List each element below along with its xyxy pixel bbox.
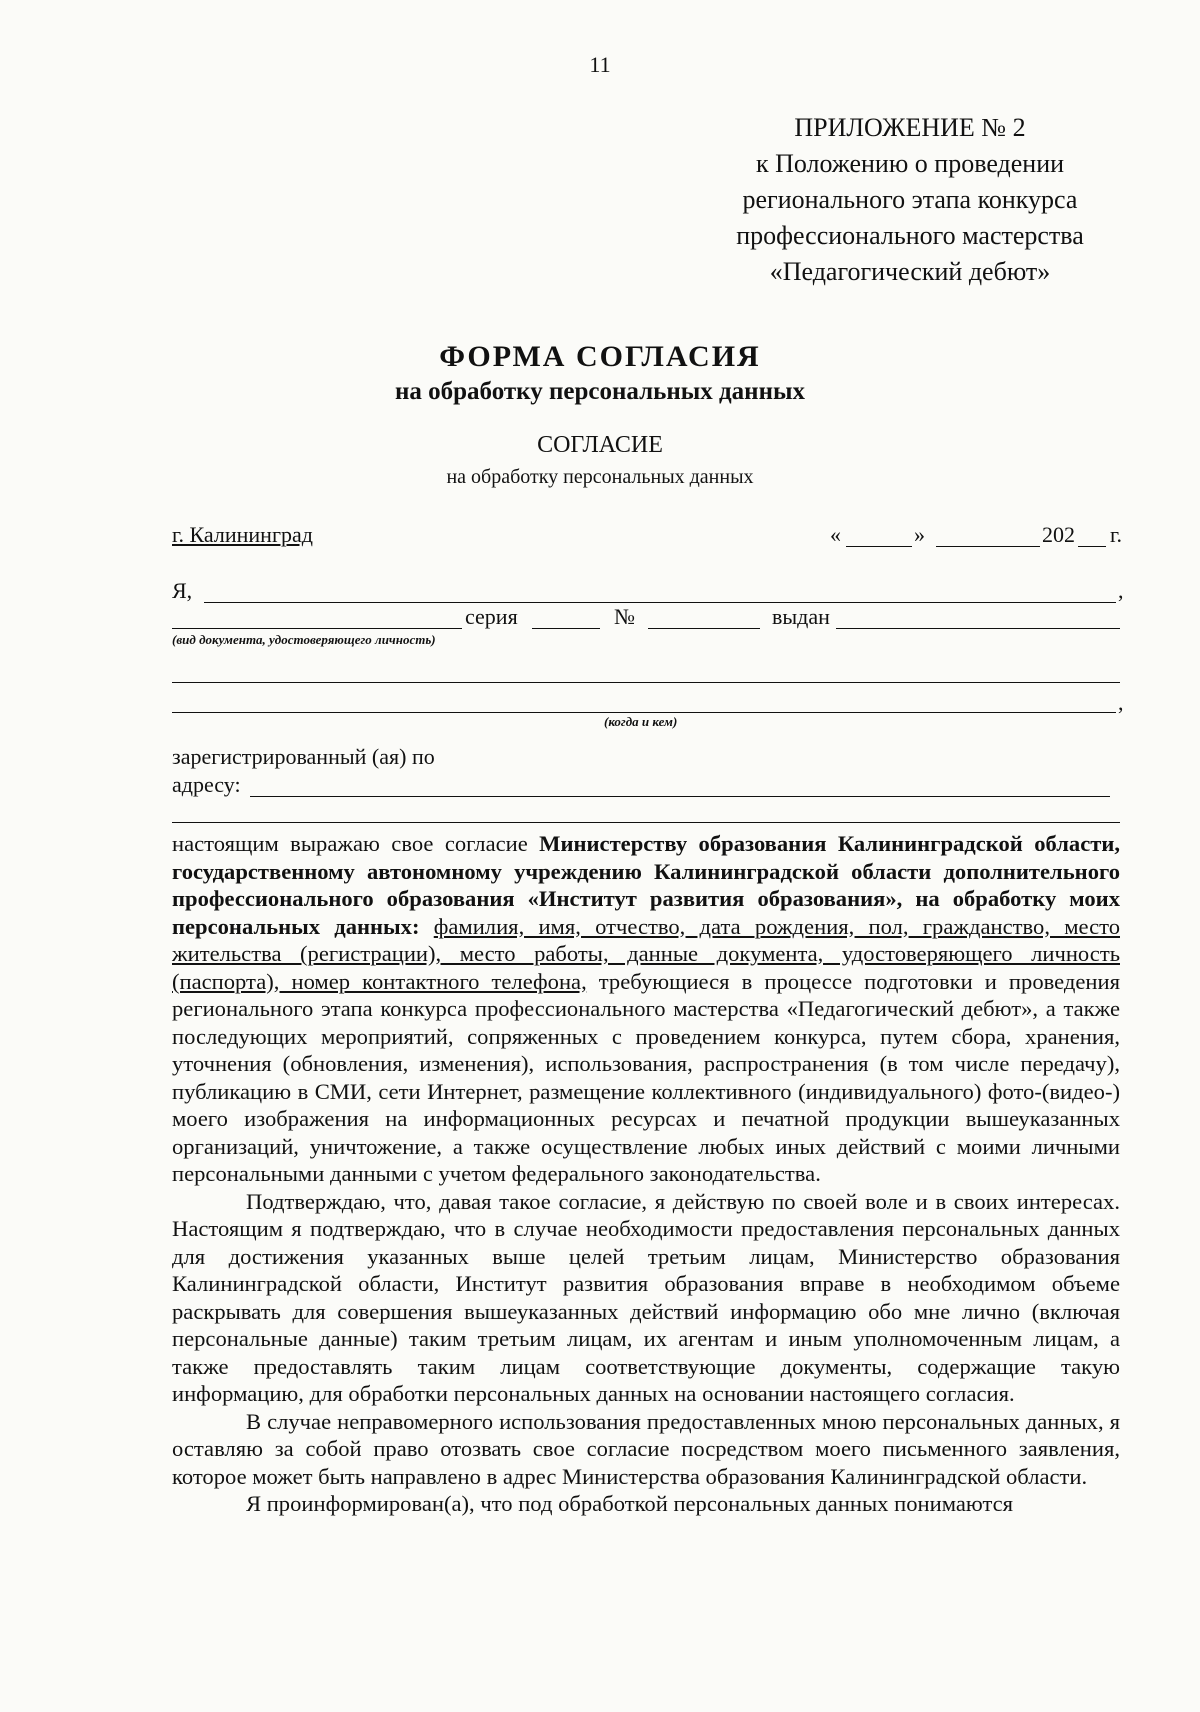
number-label: № xyxy=(614,604,635,629)
form-subtitle: на обработку персональных данных xyxy=(395,378,805,405)
comma: , xyxy=(1118,578,1124,603)
appendix-title: ПРИЛОЖЕНИЕ № 2 xyxy=(794,113,1026,142)
doc-type-field[interactable] xyxy=(172,628,462,629)
series-label: серия xyxy=(465,604,518,629)
year-suffix: г. xyxy=(1110,522,1123,547)
city-label: г. Калининград xyxy=(172,522,313,547)
full-name-field[interactable] xyxy=(204,602,1116,603)
comma: , xyxy=(1118,690,1124,715)
date-close-quote: » xyxy=(914,522,925,547)
p1-rest: требующиеся в процессе подготовки и проведения регионального этапа конкурса профессионального мастерства «Педагогический дебют», а также последующих мероприятий, сопряженных с проведением конкурса, путем сбора, хранения, уточнения (обновления, изменения), использования, распространения (в том числе передачу), публикацию в СМИ, сети Интернет, размещение коллективного (индивидуального) фото-(видео-) моего изображения на информационных ресурсах и печатной продукции вышеуказанных организаций, уничтожение, а также осуществление любых иных действий с моими личными персональными данными с учетом федерального законодательства. xyxy=(172,968,1120,1186)
p1-underlined: фамилия, имя, отчество, дата рождения, пол, гражданство, место жительства (регистрации), место работы, данные документа, удостоверяющего личность (паспорта), номер контактного телефона, xyxy=(172,913,1120,994)
appendix-line: «Педагогический дебют» xyxy=(769,257,1051,286)
page-number: 11 xyxy=(589,52,611,77)
consent-body xyxy=(172,830,1120,1518)
appendix-line: к Положению о проведении xyxy=(755,149,1065,178)
address-field-2[interactable] xyxy=(172,822,1120,823)
consent-title: СОГЛАСИЕ xyxy=(537,432,663,458)
appendix-block xyxy=(700,110,1120,290)
doc-caption: (вид документа, удостоверяющего личность) xyxy=(172,632,436,647)
date-year-field[interactable] xyxy=(1078,546,1106,547)
form-title: ФОРМА СОГЛАСИЯ xyxy=(439,340,761,373)
consent-paragraph xyxy=(172,830,1120,1188)
withdrawal-paragraph: В случае неправомерного использования предоставленных мною персональных данных, я оставляю за собой право отозвать свое согласие посредством моего письменного заявления, которое может быть направлено в адрес Министерства образования Калининградской области. xyxy=(172,1408,1120,1489)
registered-label: зарегистрированный (ая) по xyxy=(172,744,435,769)
issued-by-line-1[interactable] xyxy=(172,682,1120,683)
when-caption: (когда и кем) xyxy=(604,714,678,729)
issued-label: выдан xyxy=(772,604,830,629)
number-field[interactable] xyxy=(648,628,760,629)
date-day-field[interactable] xyxy=(846,546,912,547)
date-open-quote: « xyxy=(830,522,841,547)
appendix-line: профессионального мастерства xyxy=(736,221,1084,250)
informed-paragraph: Я проинформирован(а), что под обработкой персональных данных понимаются xyxy=(246,1491,1014,1516)
i-label: Я, xyxy=(172,578,193,603)
confirmation-paragraph: Подтверждаю, что, давая такое согласие, я действую по своей воле и в своих интересах. Настоящим я подтверждаю, что в случае необходимости предоставления персональных данных для достижения указанных выше целей третьим лицам, Министерство образования Калининградской области, Институт развития образования вправе в необходимом объеме раскрывать для совершения вышеуказанных действий информацию обо мне лично (включая персональные данные) таким третьим лицам, их агентам и иным уполномоченным лицам, а также предоставлять таким лицам соответствующие документы, содержащие такую информацию, для обработки персональных данных на основании настоящего согласия. xyxy=(172,1188,1120,1406)
p1-lead: настоящим выражаю свое согласие xyxy=(172,831,540,856)
appendix-line: регионального этапа конкурса xyxy=(742,185,1078,214)
address-field[interactable] xyxy=(250,796,1110,797)
p1-bold: Министерству образования Калининградской области, государственному автономному учреждению Калининградской области дополнительного профессионального образования «Институт развития образования», на обработку моих персональных данных: xyxy=(172,831,1121,939)
issued-by-line-2[interactable] xyxy=(172,712,1116,713)
year-prefix: 202 xyxy=(1042,522,1075,547)
consent-subtitle: на обработку персональных данных xyxy=(446,466,754,488)
series-field[interactable] xyxy=(532,628,600,629)
address-label: адресу: xyxy=(172,772,241,797)
issued-field[interactable] xyxy=(836,628,1120,629)
date-month-field[interactable] xyxy=(936,546,1040,547)
